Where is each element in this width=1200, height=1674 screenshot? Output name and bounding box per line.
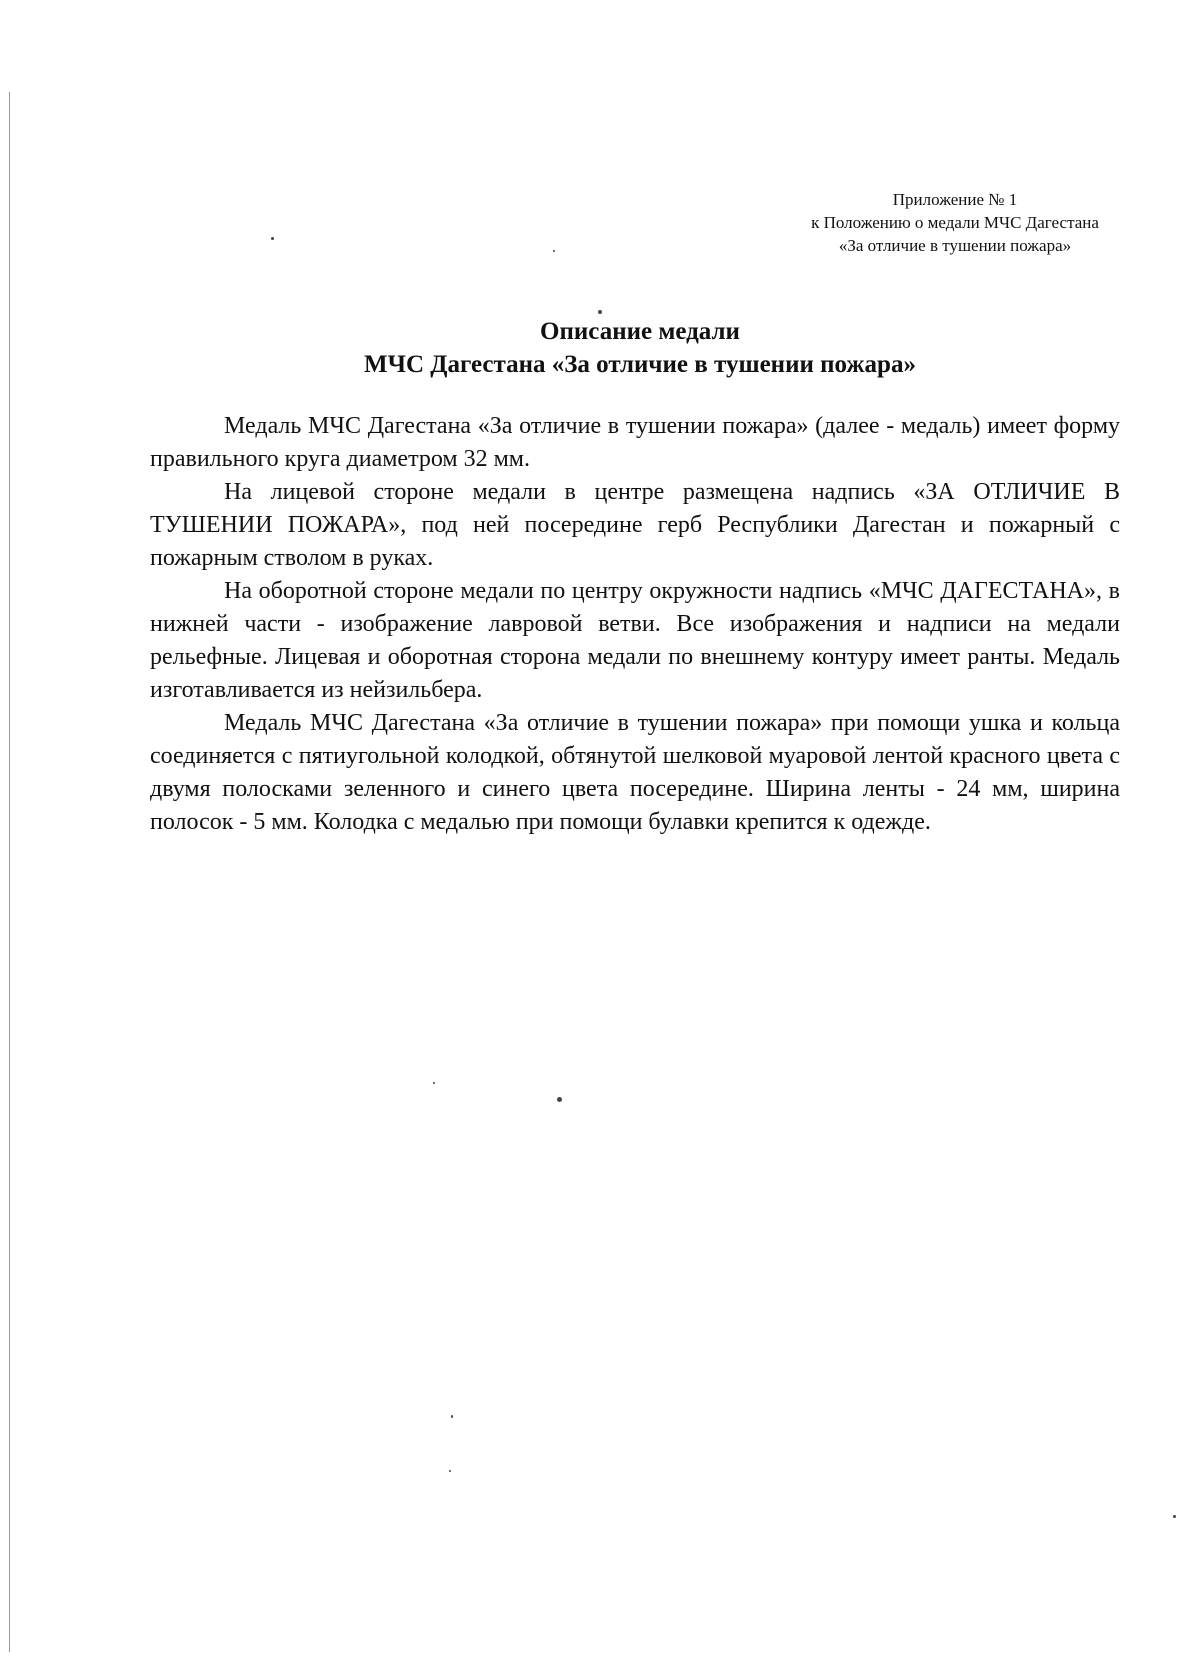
scan-speck [1173,1515,1176,1518]
paragraph-4: Медаль МЧС Дагестана «За отличие в тушении пожара» при помощи ушка и кольца соединяется с пятиугольной колодкой, обтянутой шелковой муаровой лентой красного цвета с двумя полосками зеленного и синего цвета посередине. Ширина ленты - 24 мм, ширина полосок - 5 мм. Колодка с медалью при помощи булавки крепится к одежде. [150,710,1120,835]
annex-number: Приложение № 1 [892,190,1018,209]
scan-speck [451,1415,453,1418]
annex-medal-name: «За отличие в тушении пожара» [838,236,1072,255]
scan-speck [271,237,274,240]
document-title [150,315,1130,381]
document-body [150,410,1120,839]
scan-speck [553,250,555,252]
scan-speck [449,1470,451,1472]
paragraph-2: На лицевой стороне медали в центре размещена надпись «ЗА ОТЛИЧИЕ В ТУШЕНИИ ПОЖАРА», под ней посередине герб Республики Дагестан и пожарный с пожарным стволом в руках. [150,479,1120,571]
annex-header [780,188,1130,257]
paragraph-1: Медаль МЧС Дагестана «За отличие в тушении пожара» (далее - медаль) имеет форму правильного круга диаметром 32 мм. [150,413,1120,472]
title-line-1: Описание медали [540,318,740,345]
scan-speck [557,1097,562,1102]
scan-edge-line [9,92,10,1652]
scan-speck [433,1082,435,1084]
paragraph-3: На оборотной стороне медали по центру окружности надпись «МЧС ДАГЕСТАНА», в нижней части - изображение лавровой ветви. Все изображения и надписи на медали рельефные. Лицевая и оборотная сторона медали по внешнему контуру имеет ранты. Медаль изготавливается из нейзильбера. [150,578,1120,703]
title-line-2: МЧС Дагестана «За отличие в тушении пожара» [364,351,916,378]
annex-reference: к Положению о медали МЧС Дагестана [811,213,1099,232]
scan-speck [598,310,602,314]
